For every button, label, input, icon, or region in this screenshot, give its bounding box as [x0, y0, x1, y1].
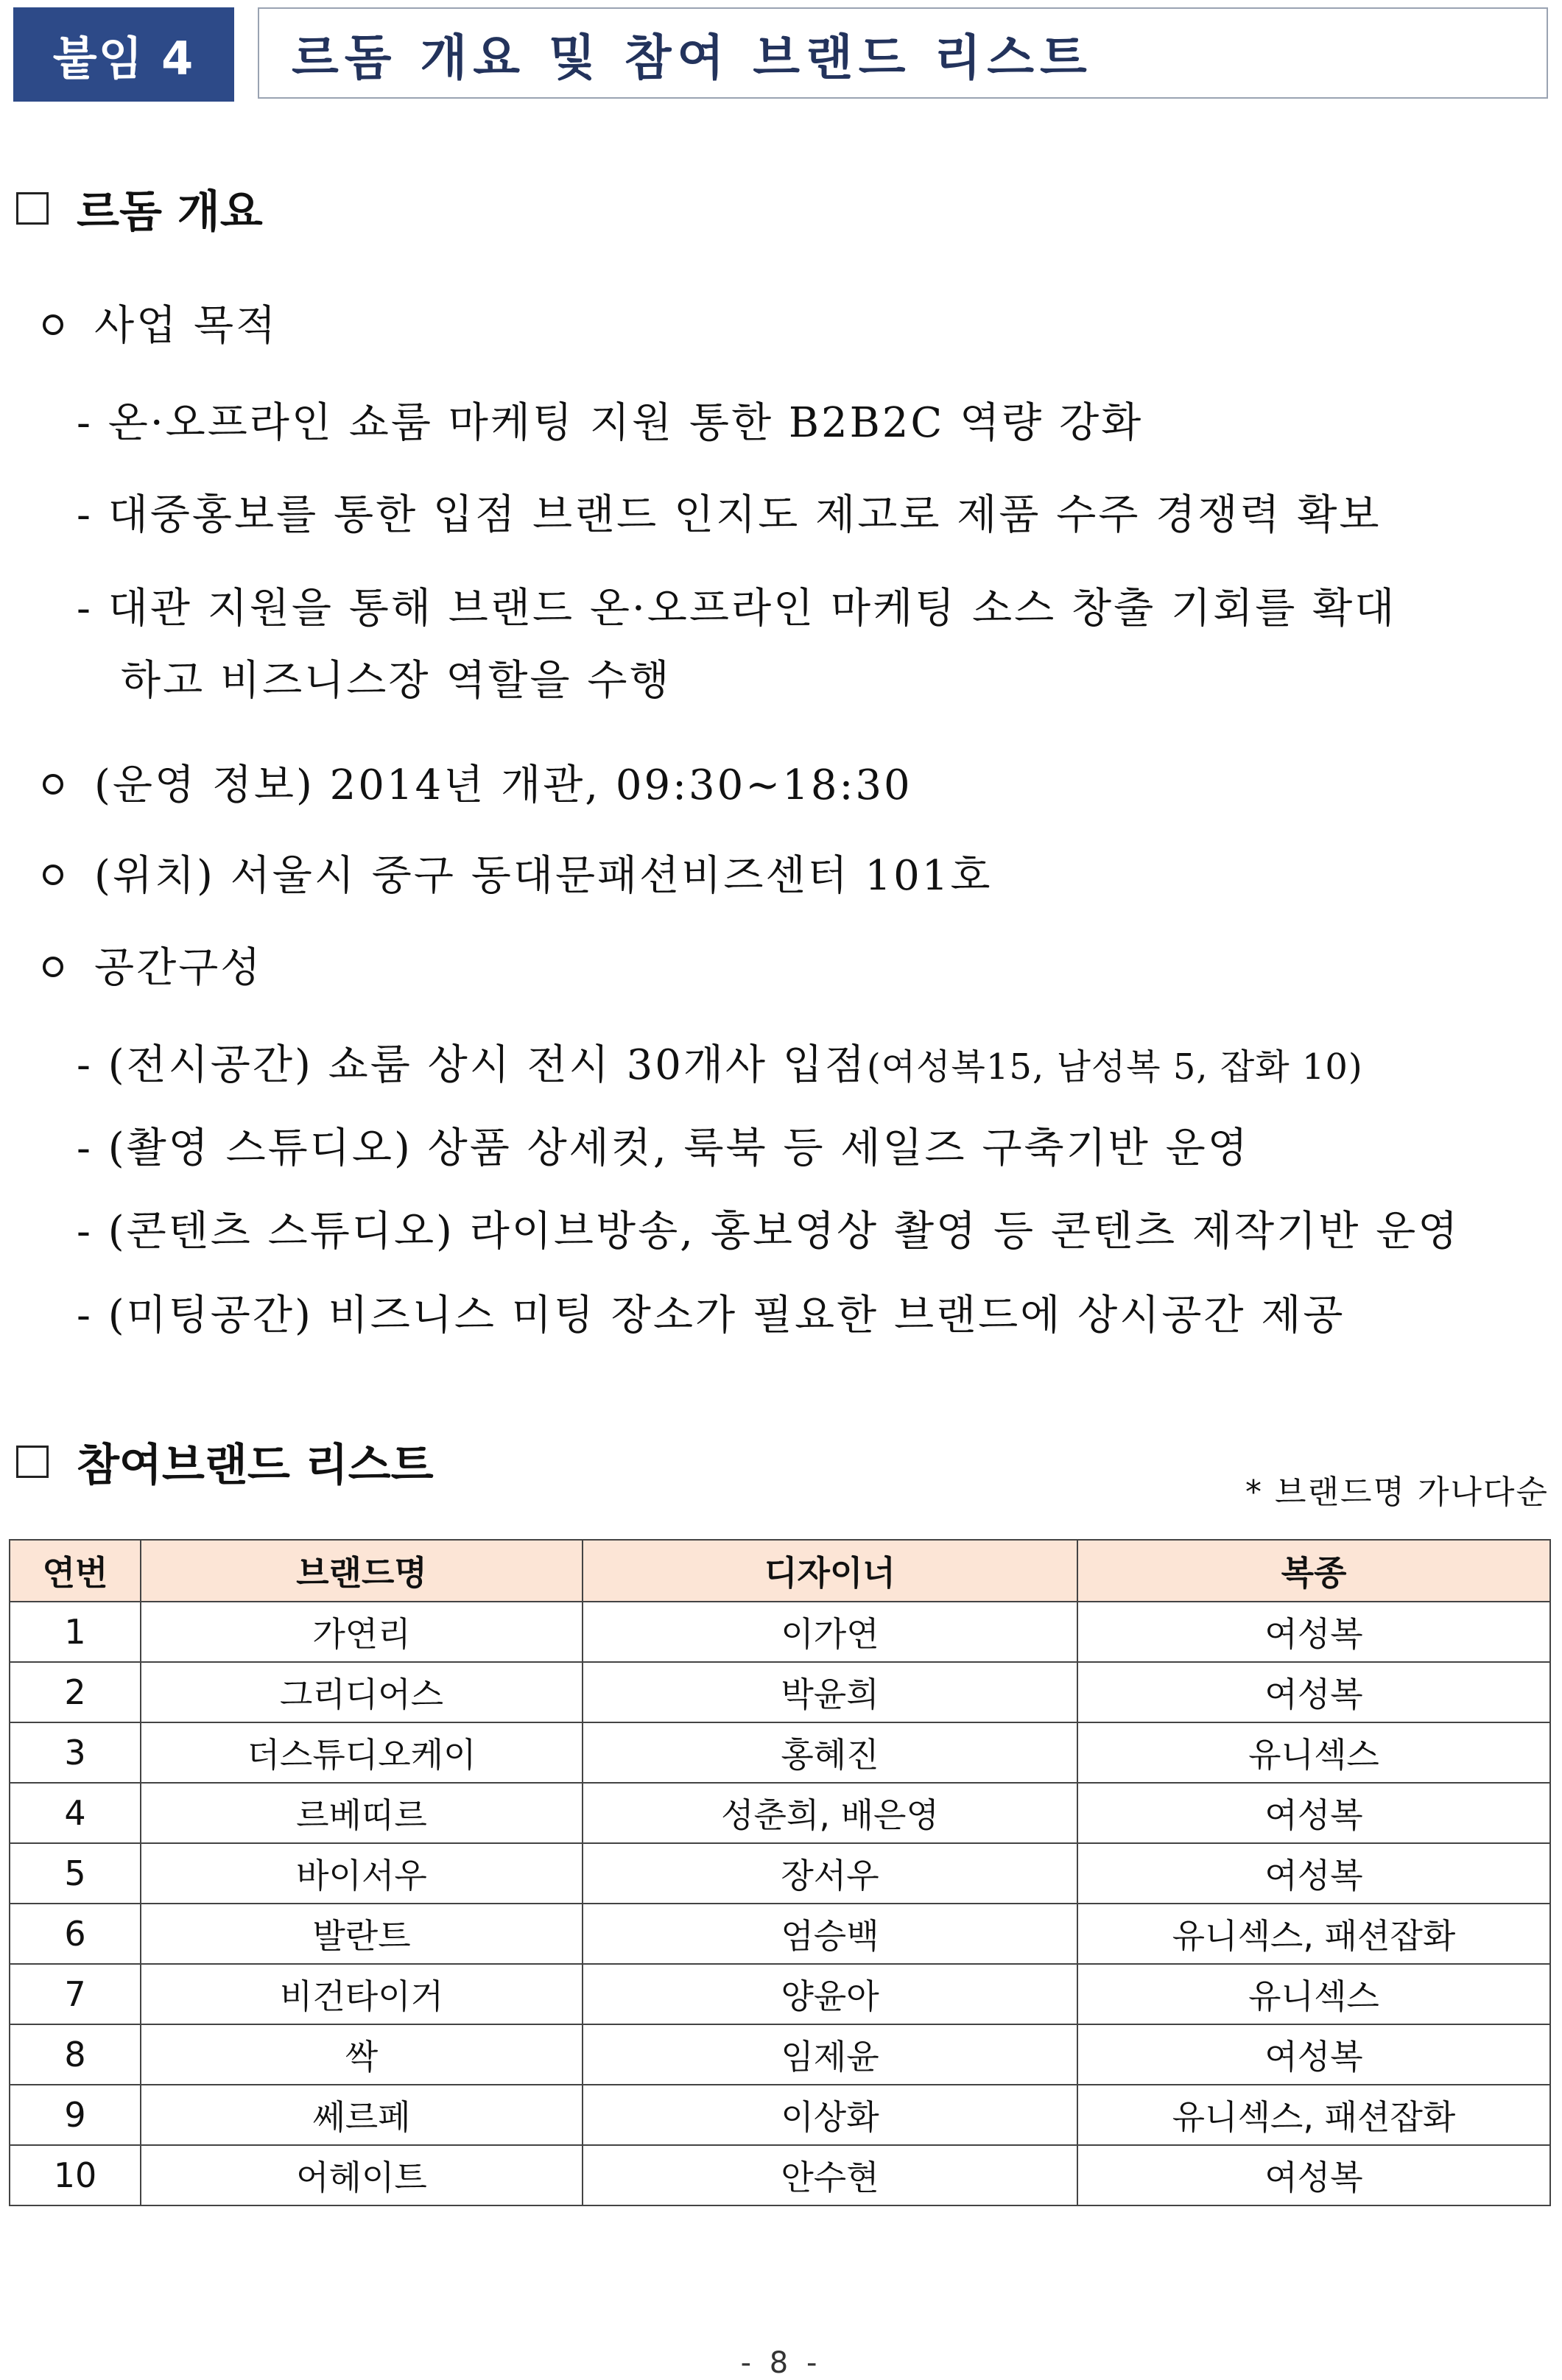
sort-note: * 브랜드명 가나다순	[1245, 1474, 1549, 1511]
cell-no: 4	[10, 1783, 141, 1843]
circle-bullet-icon	[43, 314, 63, 335]
cell-designer: 이상화	[583, 2085, 1077, 2145]
cell-no: 9	[10, 2085, 141, 2145]
page-number: - 8 -	[740, 2346, 822, 2380]
cell-category: 유니섹스	[1077, 1722, 1550, 1783]
overview-heading	[16, 177, 263, 240]
table-row	[10, 2085, 1550, 2145]
cell-category: 유니섹스, 패션잡화	[1077, 1904, 1550, 1964]
purpose-title: 사업 목적	[43, 293, 278, 352]
cell-no: 10	[10, 2145, 141, 2205]
location-info: (위치) 서울시 중구 동대문패션비즈센터 101호	[43, 843, 992, 902]
table-row	[10, 1904, 1550, 1964]
cell-category: 유니섹스	[1077, 1964, 1550, 2024]
cell-designer: 이가연	[583, 1602, 1077, 1662]
table-row	[10, 1602, 1550, 1662]
cell-brand: 어헤이트	[141, 2145, 583, 2205]
page-title: 르돔 개요 및 참여 브랜드 리스트	[258, 7, 1548, 99]
cell-brand: 가연리	[141, 1602, 583, 1662]
cell-brand: 쎄르페	[141, 2085, 583, 2145]
col-header-category: 복종	[1077, 1540, 1550, 1602]
cell-no: 7	[10, 1964, 141, 2024]
col-header-brand: 브랜드명	[141, 1540, 583, 1602]
circle-bullet-icon	[43, 865, 63, 885]
operation-info: (운영 정보) 2014년 개관, 09:30~18:30	[43, 753, 912, 811]
cell-no: 5	[10, 1843, 141, 1904]
cell-designer: 엄승백	[583, 1904, 1077, 1964]
cell-brand: 비건타이거	[141, 1964, 583, 2024]
table-row	[10, 2024, 1550, 2085]
table-row	[10, 1783, 1550, 1843]
brand-table	[9, 1539, 1551, 2206]
cell-brand: 그리디어스	[141, 1662, 583, 1722]
cell-brand: 발란트	[141, 1904, 583, 1964]
cell-category: 여성복	[1077, 2024, 1550, 2085]
cell-brand: 더스튜디오케이	[141, 1722, 583, 1783]
overview-heading-text: 르돔 개요	[77, 186, 263, 238]
circle-bullet-icon	[43, 957, 63, 977]
table-row	[10, 1662, 1550, 1722]
table-row	[10, 1964, 1550, 2024]
space-title: 공간구성	[43, 935, 262, 994]
cell-designer: 성춘희, 배은영	[583, 1783, 1077, 1843]
cell-category: 여성복	[1077, 1843, 1550, 1904]
cell-designer: 박윤희	[583, 1662, 1077, 1722]
space-item-1: - (전시공간) 쇼룸 상시 전시 30개사 입점(여성복15, 남성복 5, 잡화 10)	[77, 1041, 1363, 1089]
cell-no: 6	[10, 1904, 141, 1964]
cell-brand: 싹	[141, 2024, 583, 2085]
purpose-item-2: - 대중홍보를 통한 입점 브랜드 인지도 제고로 제품 수주 경쟁력 확보	[77, 491, 1382, 539]
col-header-designer: 디자이너	[583, 1540, 1077, 1602]
cell-no: 8	[10, 2024, 141, 2085]
purpose-item-1: - 온·오프라인 쇼룸 마케팅 지원 통한 B2B2C 역량 강화	[77, 399, 1144, 447]
space-item-4: - (미팅공간) 비즈니스 미팅 장소가 필요한 브랜드에 상시공간 제공	[77, 1292, 1345, 1339]
purpose-item-3: - 대관 지원을 통해 브랜드 온·오프라인 마케팅 소스 창출 기회를 확대	[77, 585, 1397, 633]
cell-category: 여성복	[1077, 1602, 1550, 1662]
cell-brand: 바이서우	[141, 1843, 583, 1904]
cell-designer: 양윤아	[583, 1964, 1077, 2024]
cell-category: 여성복	[1077, 1662, 1550, 1722]
cell-category: 유니섹스, 패션잡화	[1077, 2085, 1550, 2145]
space-item-2: - (촬영 스튜디오) 상품 상세컷, 룩북 등 세일즈 구축기반 운영	[77, 1124, 1250, 1172]
circle-bullet-icon	[43, 774, 63, 795]
cell-brand: 르베띠르	[141, 1783, 583, 1843]
checkbox-icon	[16, 192, 49, 225]
checkbox-icon	[16, 1446, 49, 1478]
brands-heading-text: 참여브랜드 리스트	[77, 1440, 434, 1491]
cell-designer: 임제윤	[583, 2024, 1077, 2085]
cell-designer: 장서우	[583, 1843, 1077, 1904]
space-item-1-detail: (여성복15, 남성복 5, 잡화 10)	[867, 1046, 1363, 1088]
table-row	[10, 2145, 1550, 2205]
brands-heading	[16, 1430, 434, 1493]
table-row	[10, 1843, 1550, 1904]
table-header-row	[10, 1540, 1550, 1602]
cell-category: 여성복	[1077, 2145, 1550, 2205]
col-header-no: 연번	[10, 1540, 141, 1602]
appendix-tag: 붙임 4	[13, 7, 234, 102]
cell-designer: 홍혜진	[583, 1722, 1077, 1783]
cell-no: 3	[10, 1722, 141, 1783]
cell-no: 1	[10, 1602, 141, 1662]
cell-designer: 안수현	[583, 2145, 1077, 2205]
cell-category: 여성복	[1077, 1783, 1550, 1843]
table-row	[10, 1722, 1550, 1783]
cell-no: 2	[10, 1662, 141, 1722]
purpose-item-3-cont: 하고 비즈니스장 역할을 수행	[121, 657, 672, 705]
space-item-3: - (콘텐츠 스튜디오) 라이브방송, 홍보영상 촬영 등 콘텐츠 제작기반 운영	[77, 1208, 1460, 1256]
